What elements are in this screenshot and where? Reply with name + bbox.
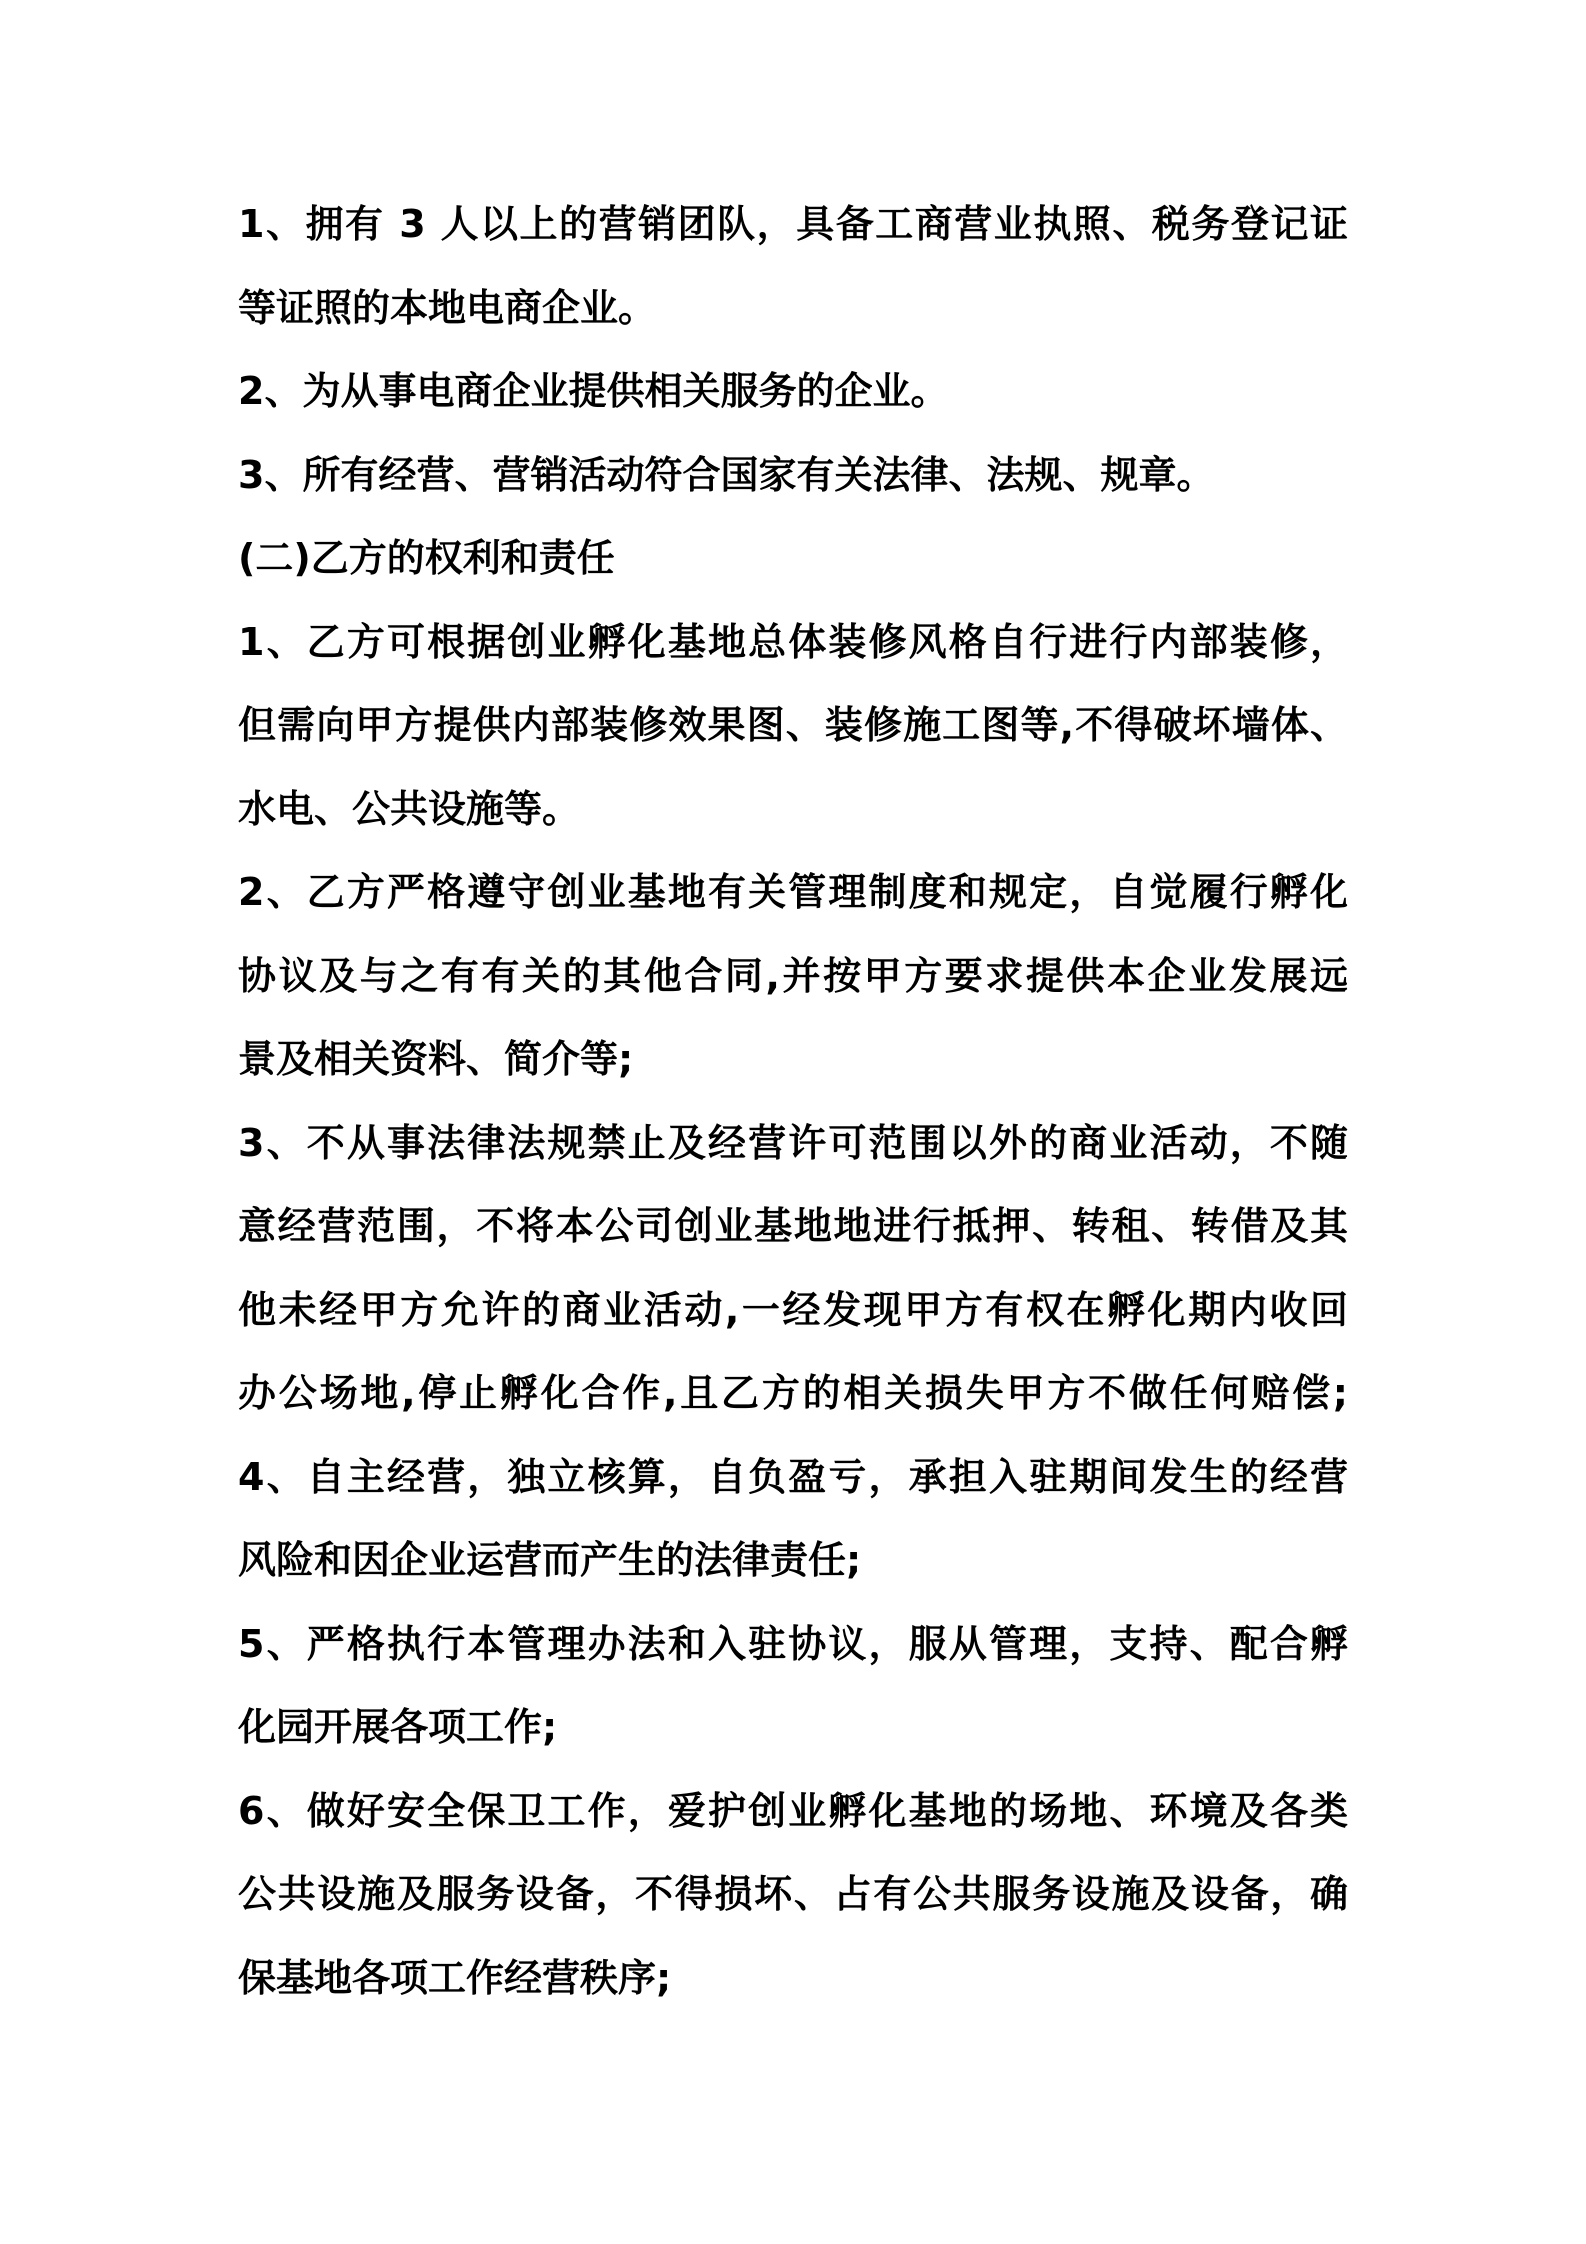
doc-line-06: 1、乙方可根据创业孵化基地总体装修风格自行进行内部装修， [238,619,1348,664]
doc-line-14: 他未经甲方允许的商业活动,一经发现甲方有权在孵化期内收回 [238,1287,1348,1332]
doc-line-07: 但需向甲方提供内部装修效果图、装修施工图等,不得破坏墙体、 [238,703,1348,747]
document-text-block [238,183,1348,2020]
doc-line-22: 保基地各项工作经营秩序; [238,1955,672,2000]
doc-line-18: 5、严格执行本管理办法和入驻协议，服从管理，支持、配合孵 [238,1621,1348,1666]
doc-line-05-section-heading: (二)乙方的权利和责任 [238,536,615,580]
doc-line-03: 2、为从事电商企业提供相关服务的企业。 [238,369,949,413]
doc-line-11: 景及相关资料、简介等; [238,1037,634,1081]
doc-line-09: 2、乙方严格遵守创业基地有关管理制度和规定，自觉履行孵化 [238,870,1348,914]
doc-line-17: 风险和因企业运营而产生的法律责任; [238,1538,862,1582]
doc-line-10: 协议及与之有有关的其他合同,并按甲方要求提供本企业发展远 [238,953,1348,998]
doc-line-01: 1、拥有 3 人以上的营销团队，具备工商营业执照、税务登记证 [238,202,1348,246]
doc-line-19: 化园开展各项工作; [238,1705,558,1749]
doc-line-13: 意经营范围，不将本公司创业基地地进行抵押、转租、转借及其 [238,1204,1348,1248]
doc-line-08: 水电、公共设施等。 [238,786,581,831]
doc-line-15: 办公场地,停止孵化合作,且乙方的相关损失甲方不做任何赔偿; [238,1371,1348,1415]
doc-line-20: 6、做好安全保卫工作，爱护创业孵化基地的场地、环境及各类 [238,1788,1348,1833]
doc-line-04: 3、所有经营、营销活动符合国家有关法律、法规、规章。 [238,452,1215,497]
doc-line-21: 公共设施及服务设备，不得损坏、占有公共服务设施及设备，确 [238,1872,1348,1916]
doc-line-12: 3、不从事法律法规禁止及经营许可范围以外的商业活动，不随 [238,1120,1348,1165]
doc-line-16: 4、自主经营，独立核算，自负盈亏，承担入驻期间发生的经营 [238,1454,1348,1499]
doc-line-02: 等证照的本地电商企业。 [238,285,657,330]
